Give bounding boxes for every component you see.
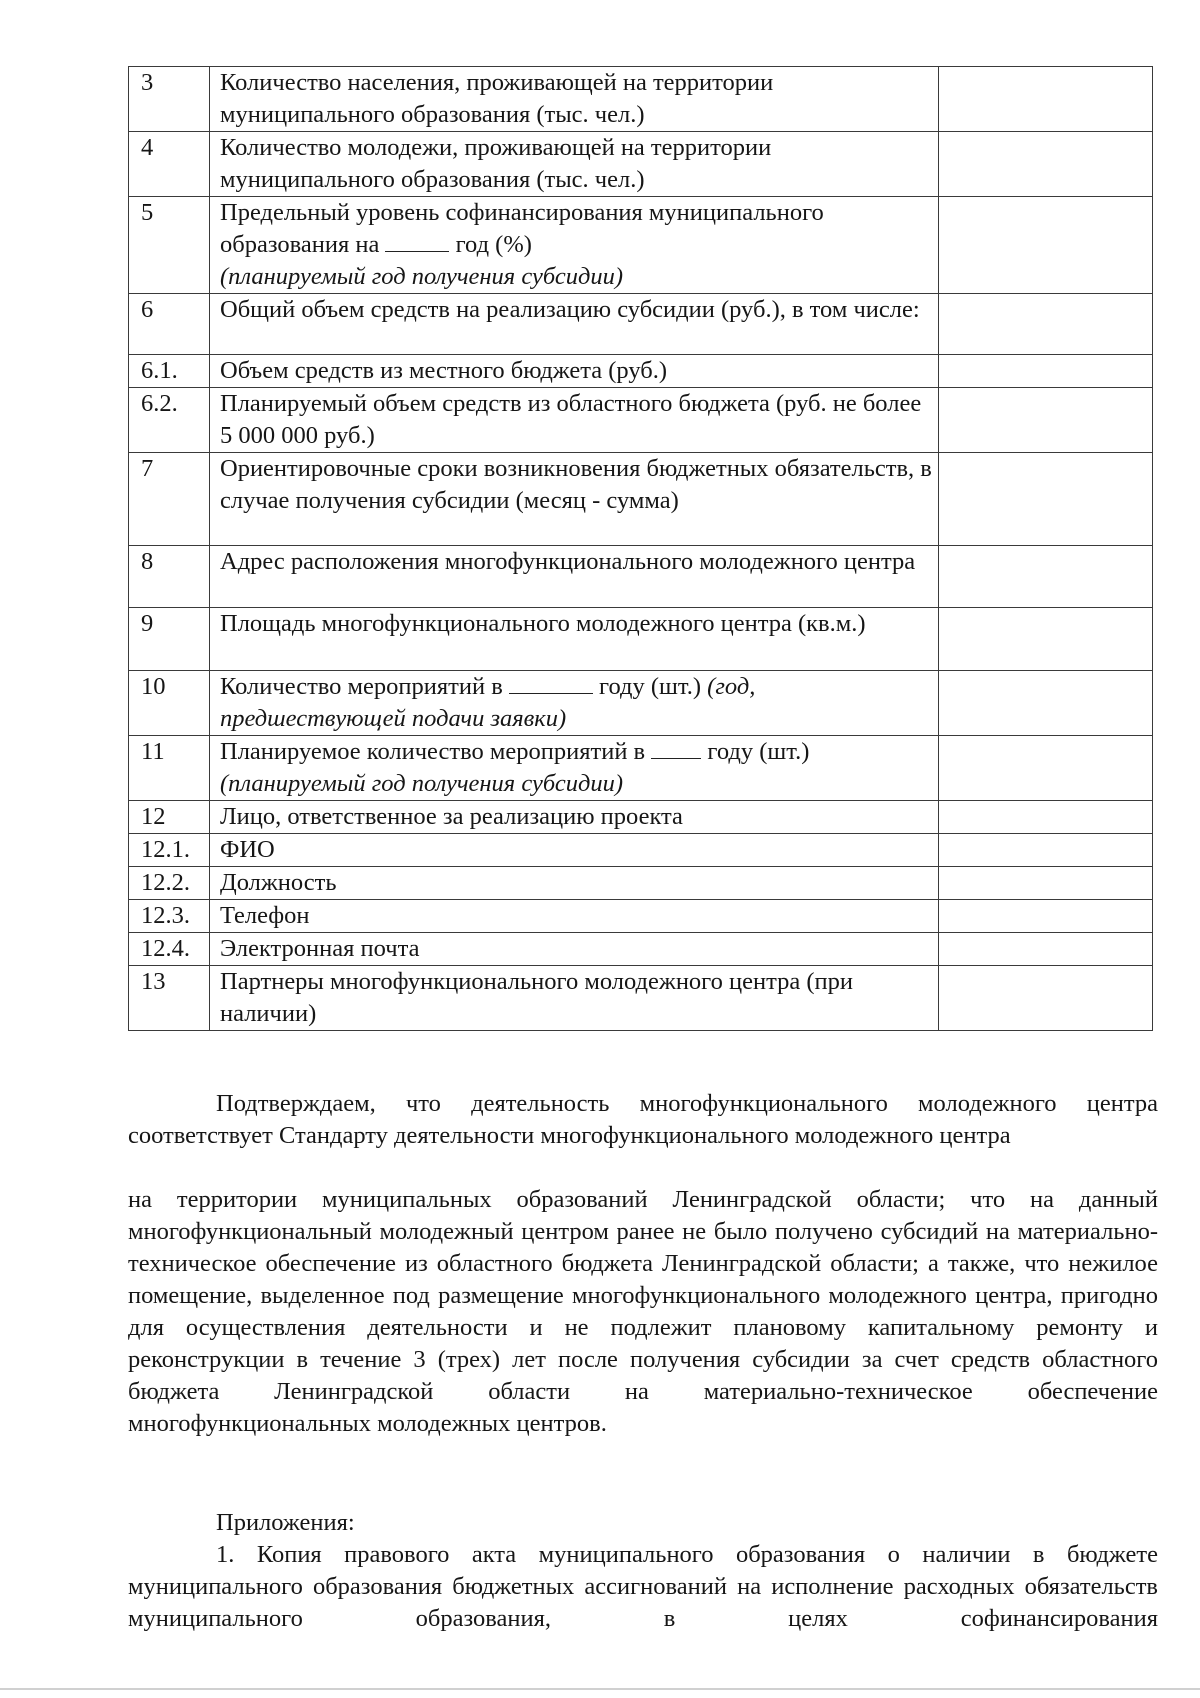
row-number: 10 (129, 671, 210, 736)
row-number: 9 (129, 608, 210, 671)
row-number: 7 (129, 453, 210, 546)
table-row (129, 867, 1153, 900)
row-number: 3 (129, 67, 210, 132)
row-label: Лицо, ответственное за реализацию проекта (210, 801, 939, 834)
table-row (129, 197, 1153, 294)
row-value-cell[interactable] (939, 671, 1153, 736)
row-value-cell[interactable] (939, 67, 1153, 132)
row-label: Ориентировочные сроки возникновения бюджетных обязательств, в случае получения субсидии (месяц - сумма) (210, 453, 939, 546)
row-label: Партнеры многофункционального молодежного центра (при наличии) (210, 966, 939, 1031)
confirmation-paragraph-body: на территории муниципальных образований Ленинградской области; что на данный многофункциональный молодежный центром ранее не было получено субсидий на материально-техническое обеспечение из областного бюджета Ленинградской области; а также, что нежилое помещение, выделенное под размещение многофункционального молодежного центра, пригодно для осуществления деятельности и не подлежит плановому капитальному ремонту и реконструкции в течение 3 (трех) лет после получения субсидии за счет средств областного бюджета Ленинградской области на материально-техническое обеспечение многофункциональных молодежных центров. (128, 1186, 1158, 1437)
row-label: Электронная почта (210, 933, 939, 966)
row-number: 4 (129, 132, 210, 197)
row-label (210, 197, 939, 294)
row-value-cell[interactable] (939, 933, 1153, 966)
row-label: Телефон (210, 900, 939, 933)
row-label-note: (планируемый год получения субсидии) (220, 770, 624, 797)
row-value-cell[interactable] (939, 294, 1153, 355)
table-row (129, 294, 1153, 355)
row-label-text: Предельный уровень софинансирования муниципального образования на (220, 199, 824, 258)
row-label-note: (год, предшествующей подачи заявки) (220, 673, 756, 732)
row-value-cell[interactable] (939, 867, 1153, 900)
row-value-cell[interactable] (939, 546, 1153, 608)
row-label: ФИО (210, 834, 939, 867)
row-number: 8 (129, 546, 210, 608)
table-row (129, 453, 1153, 546)
year-blank-line[interactable] (385, 229, 449, 252)
row-label: Планируемый объем средств из областного бюджета (руб. не более 5 000 000 руб.) (210, 388, 939, 453)
table-row (129, 355, 1153, 388)
row-number: 13 (129, 966, 210, 1031)
application-form-table (128, 66, 1153, 1031)
row-label: Объем средств из местного бюджета (руб.) (210, 355, 939, 388)
row-label-text: Планируемое количество мероприятий в (220, 738, 646, 765)
row-label: Количество молодежи, проживающей на территории муниципального образования (тыс. чел.) (210, 132, 939, 197)
row-label (210, 671, 939, 736)
year-blank-line[interactable] (651, 736, 701, 759)
row-number: 12.1. (129, 834, 210, 867)
row-label: Общий объем средств на реализацию субсидии (руб.), в том числе: (210, 294, 939, 355)
table-row (129, 67, 1153, 132)
row-number: 12.2. (129, 867, 210, 900)
table-row (129, 900, 1153, 933)
table-row (129, 933, 1153, 966)
row-value-cell[interactable] (939, 736, 1153, 801)
row-label: Адрес расположения многофункционального молодежного центра (210, 546, 939, 608)
row-number: 5 (129, 197, 210, 294)
row-value-cell[interactable] (939, 608, 1153, 671)
row-value-cell[interactable] (939, 388, 1153, 453)
row-value-cell[interactable] (939, 900, 1153, 933)
confirmation-paragraph-intro: Подтверждаем, что деятельность многофункционального молодежного центра соответствует Стандарту деятельности многофункционального молодежного центра (128, 1090, 1158, 1149)
row-label: Количество населения, проживающей на территории муниципального образования (тыс. чел.) (210, 67, 939, 132)
row-label-text: году (шт.) (707, 738, 810, 765)
row-label (210, 736, 939, 801)
row-value-cell[interactable] (939, 132, 1153, 197)
year-blank-line[interactable] (509, 671, 593, 694)
attachment-item-1: 1. Копия правового акта муниципального образования о наличии в бюджете муниципального образования бюджетных ассигнований на исполнение расходных обязательств муниципального образования, в целях софинансирования (128, 1541, 1158, 1632)
row-number: 6.2. (129, 388, 210, 453)
table-row (129, 671, 1153, 736)
table-row (129, 546, 1153, 608)
table-row (129, 388, 1153, 453)
row-label: Площадь многофункционального молодежного центра (кв.м.) (210, 608, 939, 671)
table-row (129, 966, 1153, 1031)
attachments-heading: Приложения: (216, 1509, 355, 1536)
table-row (129, 834, 1153, 867)
row-value-cell[interactable] (939, 197, 1153, 294)
row-value-cell[interactable] (939, 453, 1153, 546)
table-row (129, 608, 1153, 671)
row-label: Должность (210, 867, 939, 900)
page-bottom-edge (0, 1688, 1200, 1690)
row-number: 11 (129, 736, 210, 801)
row-label-text: году (шт.) (599, 673, 702, 700)
row-value-cell[interactable] (939, 801, 1153, 834)
table-row (129, 132, 1153, 197)
row-number: 6.1. (129, 355, 210, 388)
row-number: 6 (129, 294, 210, 355)
row-number: 12 (129, 801, 210, 834)
row-value-cell[interactable] (939, 834, 1153, 867)
table-row (129, 801, 1153, 834)
row-number: 12.4. (129, 933, 210, 966)
row-label-text: Количество мероприятий в (220, 673, 503, 700)
row-number: 12.3. (129, 900, 210, 933)
row-value-cell[interactable] (939, 966, 1153, 1031)
row-label-text: год (%) (455, 231, 532, 258)
row-label-note: (планируемый год получения субсидии) (220, 263, 624, 290)
row-value-cell[interactable] (939, 355, 1153, 388)
table-row (129, 736, 1153, 801)
